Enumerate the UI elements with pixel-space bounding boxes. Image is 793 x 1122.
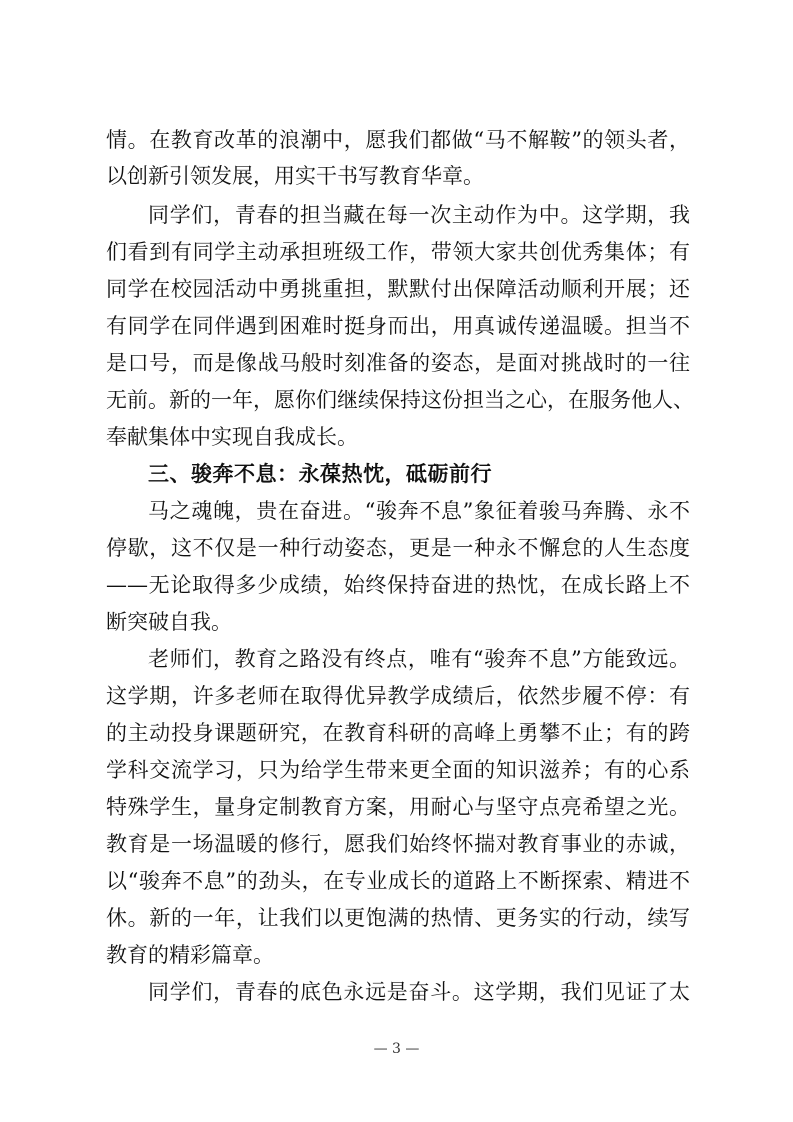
paragraph-line: 特殊学生，量身定制教育方案，用耐心与坚守点亮希望之光。 xyxy=(106,795,690,819)
paragraph-line: 以创新引领发展，用实干书写教育华章。 xyxy=(106,164,484,188)
paragraph-line: 同学在校园活动中勇挑重担，默默付出保障活动顺利开展；还 xyxy=(106,277,690,301)
paragraph-line: 马之魂魄，贵在奋进。“骏奔不息”象征着骏马奔腾、永不 xyxy=(148,499,690,523)
paragraph-line: 们看到有同学主动承担班级工作，带领大家共创优秀集体；有 xyxy=(106,240,690,264)
paragraph-line: ——无论取得多少成绩，始终保持奋进的热忱，在成长路上不 xyxy=(106,573,690,597)
paragraph-line: 有同学在同伴遇到困难时挺身而出，用真诚传递温暖。担当不 xyxy=(106,314,690,338)
paragraph-line: 以“骏奔不息”的劲头，在专业成长的道路上不断探索、精进不 xyxy=(106,869,690,893)
paragraph-line: 情。在教育改革的浪潮中，愿我们都做“马不解鞍”的领头者， xyxy=(106,128,690,152)
paragraph-line: 无前。新的一年，愿你们继续保持这份担当之心，在服务他人、 xyxy=(106,388,694,412)
page-number: — 3 — xyxy=(373,1041,420,1057)
paragraph-line: 教育的精彩篇章。 xyxy=(106,943,274,967)
paragraph-line: 同学们，青春的底色永远是奋斗。这学期，我们见证了太 xyxy=(148,980,690,1004)
paragraph-line: 这学期，许多老师在取得优异教学成绩后，依然步履不停：有 xyxy=(106,684,690,708)
paragraph-line: 教育是一场温暖的修行，愿我们始终怀揣对教育事业的赤诚， xyxy=(106,832,690,856)
paragraph-line: 休。新的一年，让我们以更饱满的热情、更务实的行动，续写 xyxy=(106,906,690,930)
paragraph-line: 老师们，教育之路没有终点，唯有“骏奔不息”方能致远。 xyxy=(148,647,690,671)
paragraph-line: 是口号，而是像战马般时刻准备的姿态，是面对挑战时的一往 xyxy=(106,351,690,375)
paragraph-line: 学科交流学习，只为给学生带来更全面的知识滋养；有的心系 xyxy=(106,758,690,782)
paragraph-line: 停歇，这不仅是一种行动姿态，更是一种永不懈怠的人生态度 xyxy=(106,536,690,560)
paragraph-line: 的主动投身课题研究，在教育科研的高峰上勇攀不止；有的跨 xyxy=(106,721,690,745)
paragraph-line: 断突破自我。 xyxy=(106,610,232,634)
paragraph-line: 同学们，青春的担当藏在每一次主动作为中。这学期，我 xyxy=(148,203,690,227)
paragraph-line: 奉献集体中实现自我成长。 xyxy=(106,425,358,449)
section-heading: 三、骏奔不息：永葆热忱，砥砺前行 xyxy=(148,462,492,486)
